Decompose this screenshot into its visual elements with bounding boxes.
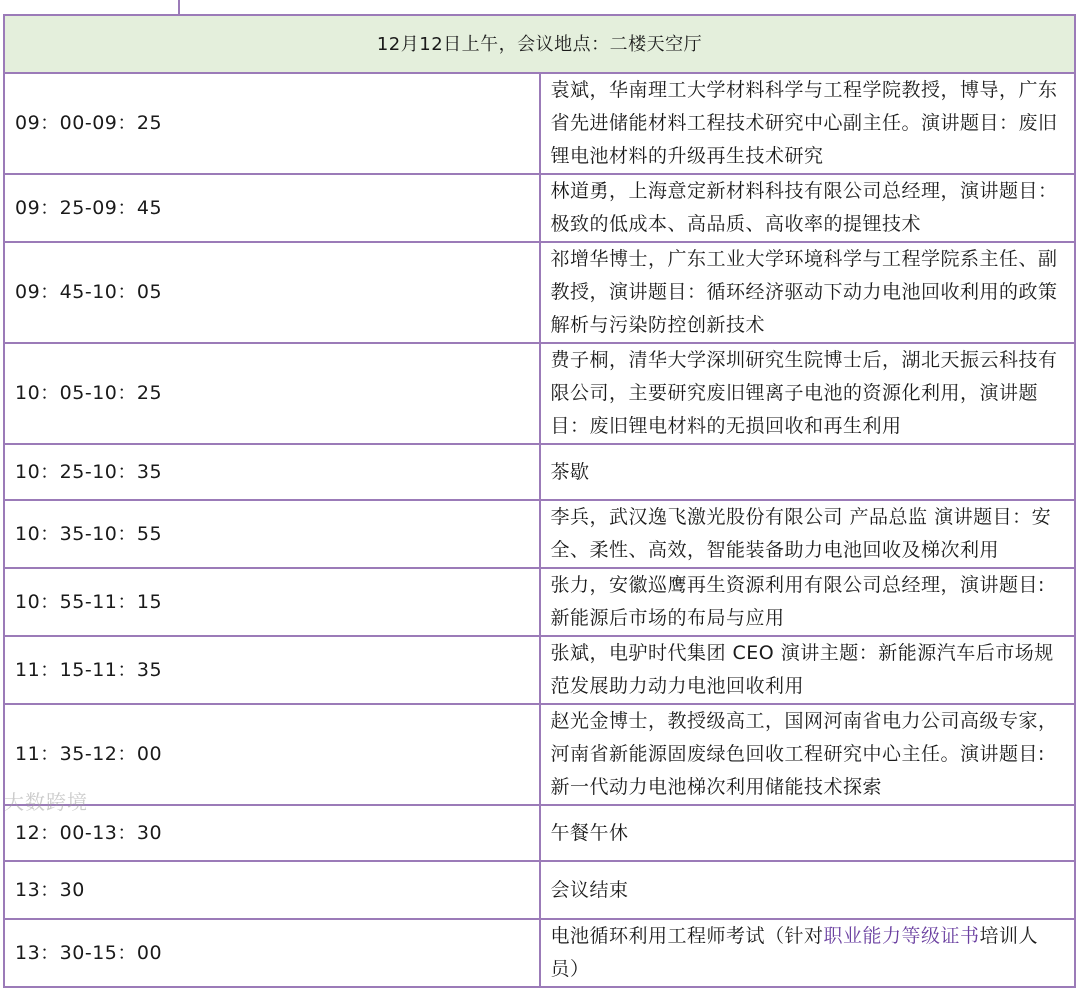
content-cell: 林道勇，上海意定新材料科技有限公司总经理，演讲题目：极致的低成本、高品质、高收率的提锂技术 — [540, 174, 1076, 242]
time-cell: 11：15-11：35 — [4, 636, 540, 704]
time-cell: 11：35-12：00 — [4, 704, 540, 805]
content-cell: 张斌，电驴时代集团 CEO 演讲主题：新能源汽车后市场规范发展助力动力电池回收利用 — [540, 636, 1076, 704]
watermark: 大数跨境 — [4, 790, 88, 814]
agenda-row — [4, 861, 1075, 919]
agenda-row — [4, 805, 1075, 861]
time-cell: 09：25-09：45 — [4, 174, 540, 242]
time-cell: 12：00-13：30 — [4, 805, 540, 861]
content-cell — [540, 919, 1076, 987]
content-cell: 费子桐，清华大学深圳研究生院博士后，湖北天振云科技有限公司，主要研究废旧锂离子电池的资源化利用，演讲题目：废旧锂电材料的无损回收和再生利用 — [540, 343, 1076, 444]
time-cell: 10：55-11：15 — [4, 568, 540, 636]
agenda-frame — [3, 0, 1076, 980]
agenda-table — [3, 14, 1076, 988]
time-cell: 09：45-10：05 — [4, 242, 540, 343]
time-cell: 10：05-10：25 — [4, 343, 540, 444]
agenda-row — [4, 636, 1075, 704]
time-cell: 13：30 — [4, 861, 540, 919]
table-top-divider — [178, 0, 180, 14]
time-cell: 09：00-09：25 — [4, 73, 540, 174]
content-text: 电池循环利用工程师考试（针对 — [550, 925, 824, 947]
agenda-row — [4, 73, 1075, 174]
session-header: 12月12日上午，会议地点：二楼天空厅 — [4, 15, 1075, 73]
time-cell: 13：30-15：00 — [4, 919, 540, 987]
content-cell: 赵光金博士，教授级高工，国网河南省电力公司高级专家，河南省新能源固废绿色回收工程研究中心主任。演讲题目:新一代动力电池梯次利用储能技术探索 — [540, 704, 1076, 805]
agenda-row — [4, 242, 1075, 343]
content-text: 培训人员） — [550, 925, 1039, 980]
header-row — [4, 15, 1075, 73]
time-cell: 10：35-10：55 — [4, 500, 540, 568]
content-cell: 午餐午休 — [540, 805, 1076, 861]
agenda-row — [4, 500, 1075, 568]
agenda-row — [4, 919, 1075, 987]
agenda-row — [4, 174, 1075, 242]
time-cell: 10：25-10：35 — [4, 444, 540, 500]
agenda-row — [4, 444, 1075, 500]
agenda-row — [4, 704, 1075, 805]
content-cell: 李兵，武汉逸飞激光股份有限公司 产品总监 演讲题目：安全、柔性、高效，智能装备助力电池回收及梯次利用 — [540, 500, 1076, 568]
content-cell: 祁增华博士，广东工业大学环境科学与工程学院系主任、副教授，演讲题目：循环经济驱动下动力电池回收利用的政策解析与污染防控创新技术 — [540, 242, 1076, 343]
content-cell: 茶歇 — [540, 444, 1076, 500]
certificate-link[interactable]: 职业能力等级证书 — [823, 925, 980, 947]
agenda-row — [4, 343, 1075, 444]
agenda-row — [4, 568, 1075, 636]
content-cell: 会议结束 — [540, 861, 1076, 919]
content-cell: 张力，安徽巡鹰再生资源利用有限公司总经理，演讲题目:新能源后市场的布局与应用 — [540, 568, 1076, 636]
content-cell: 袁斌，华南理工大学材料科学与工程学院教授，博导，广东省先进储能材料工程技术研究中心副主任。演讲题目：废旧锂电池材料的升级再生技术研究 — [540, 73, 1076, 174]
